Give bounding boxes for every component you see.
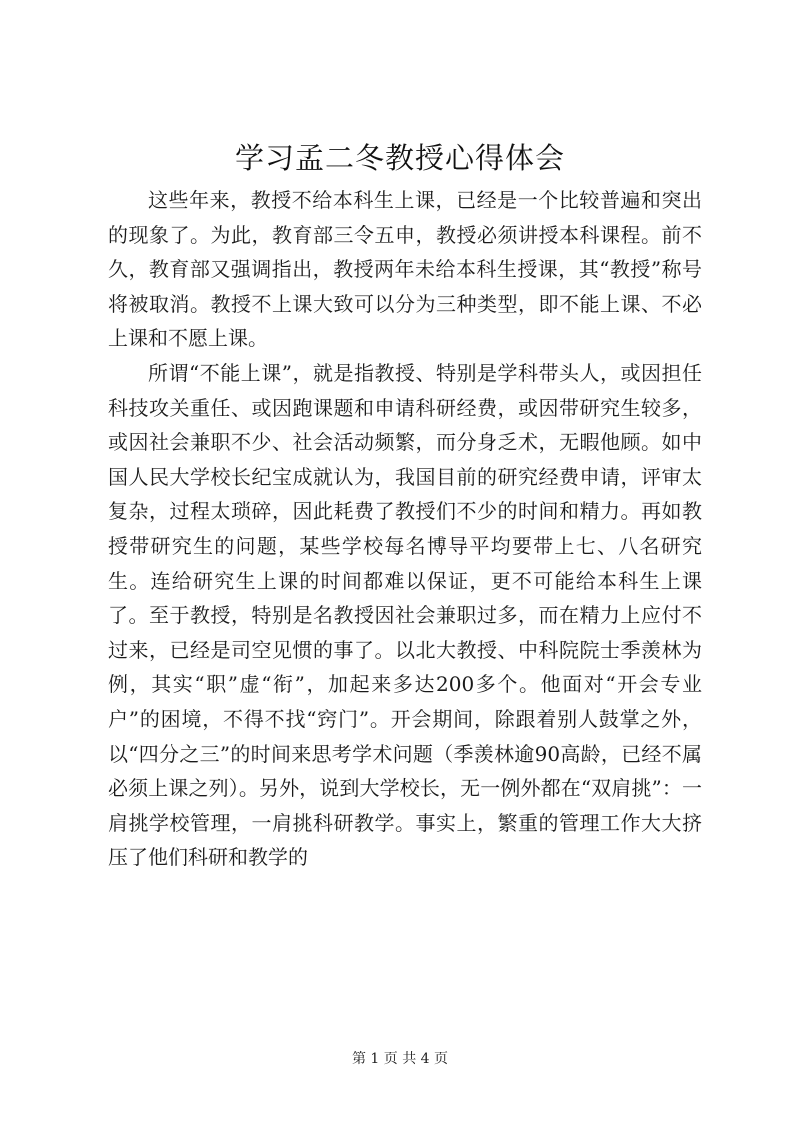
paragraph: 所谓“不能上课”，就是指教授、特别是学科带头人，或因担任科技攻关重任、或因跑课题和申请科研经费，或因带研究生较多，或因社会兼职不少、社会活动频繁，而分身乏术，无暇他顾。如中国人民大学校长纪宝成就认为，我国目前的研究经费申请，评审太复杂，过程太琐碎，因此耗费了教授们不少的时间和精力。再如教授带研究生的问题，某些学校每名博导平均要带上七、八名研究生。连给研究生上课的时间都难以保证，更不可能给本科生上课了。至于教授，特别是名教授因社会兼职过多，而在精力上应付不过来，已经是司空见惯的事了。以北大教授、中科院院士季羡林为例，其实“职”虚“衔”，加起来多达200多个。他面对“开会专业户”的困境，不得不找“窍门”。开会期间，除跟着别人鼓掌之外，以“四分之三”的时间来思考学术问题（季羡林逾90高龄，已经不属必须上课之列）。另外，说到大学校长，无一例外都在“双肩挑”：一肩挑学校管理，一肩挑科研教学。事实上，繁重的管理工作大大挤压了他们科研和教学的 — [108, 360, 702, 870]
paragraph: 这些年来，教授不给本科生上课，已经是一个比较普遍和突出的现象了。为此，教育部三令五申，教授必须讲授本科课程。前不久，教育部又强调指出，教授两年未给本科生授课，其“教授”称号将被取消。教授不上课大致可以分为三种类型，即不能上课、不必上课和不愿上课。 — [108, 188, 702, 351]
document-body — [108, 183, 702, 875]
document-title: 学习孟二冬教授心得体会 — [234, 141, 565, 175]
page-number-footer: 第 1 页 共 4 页 — [351, 1051, 449, 1067]
